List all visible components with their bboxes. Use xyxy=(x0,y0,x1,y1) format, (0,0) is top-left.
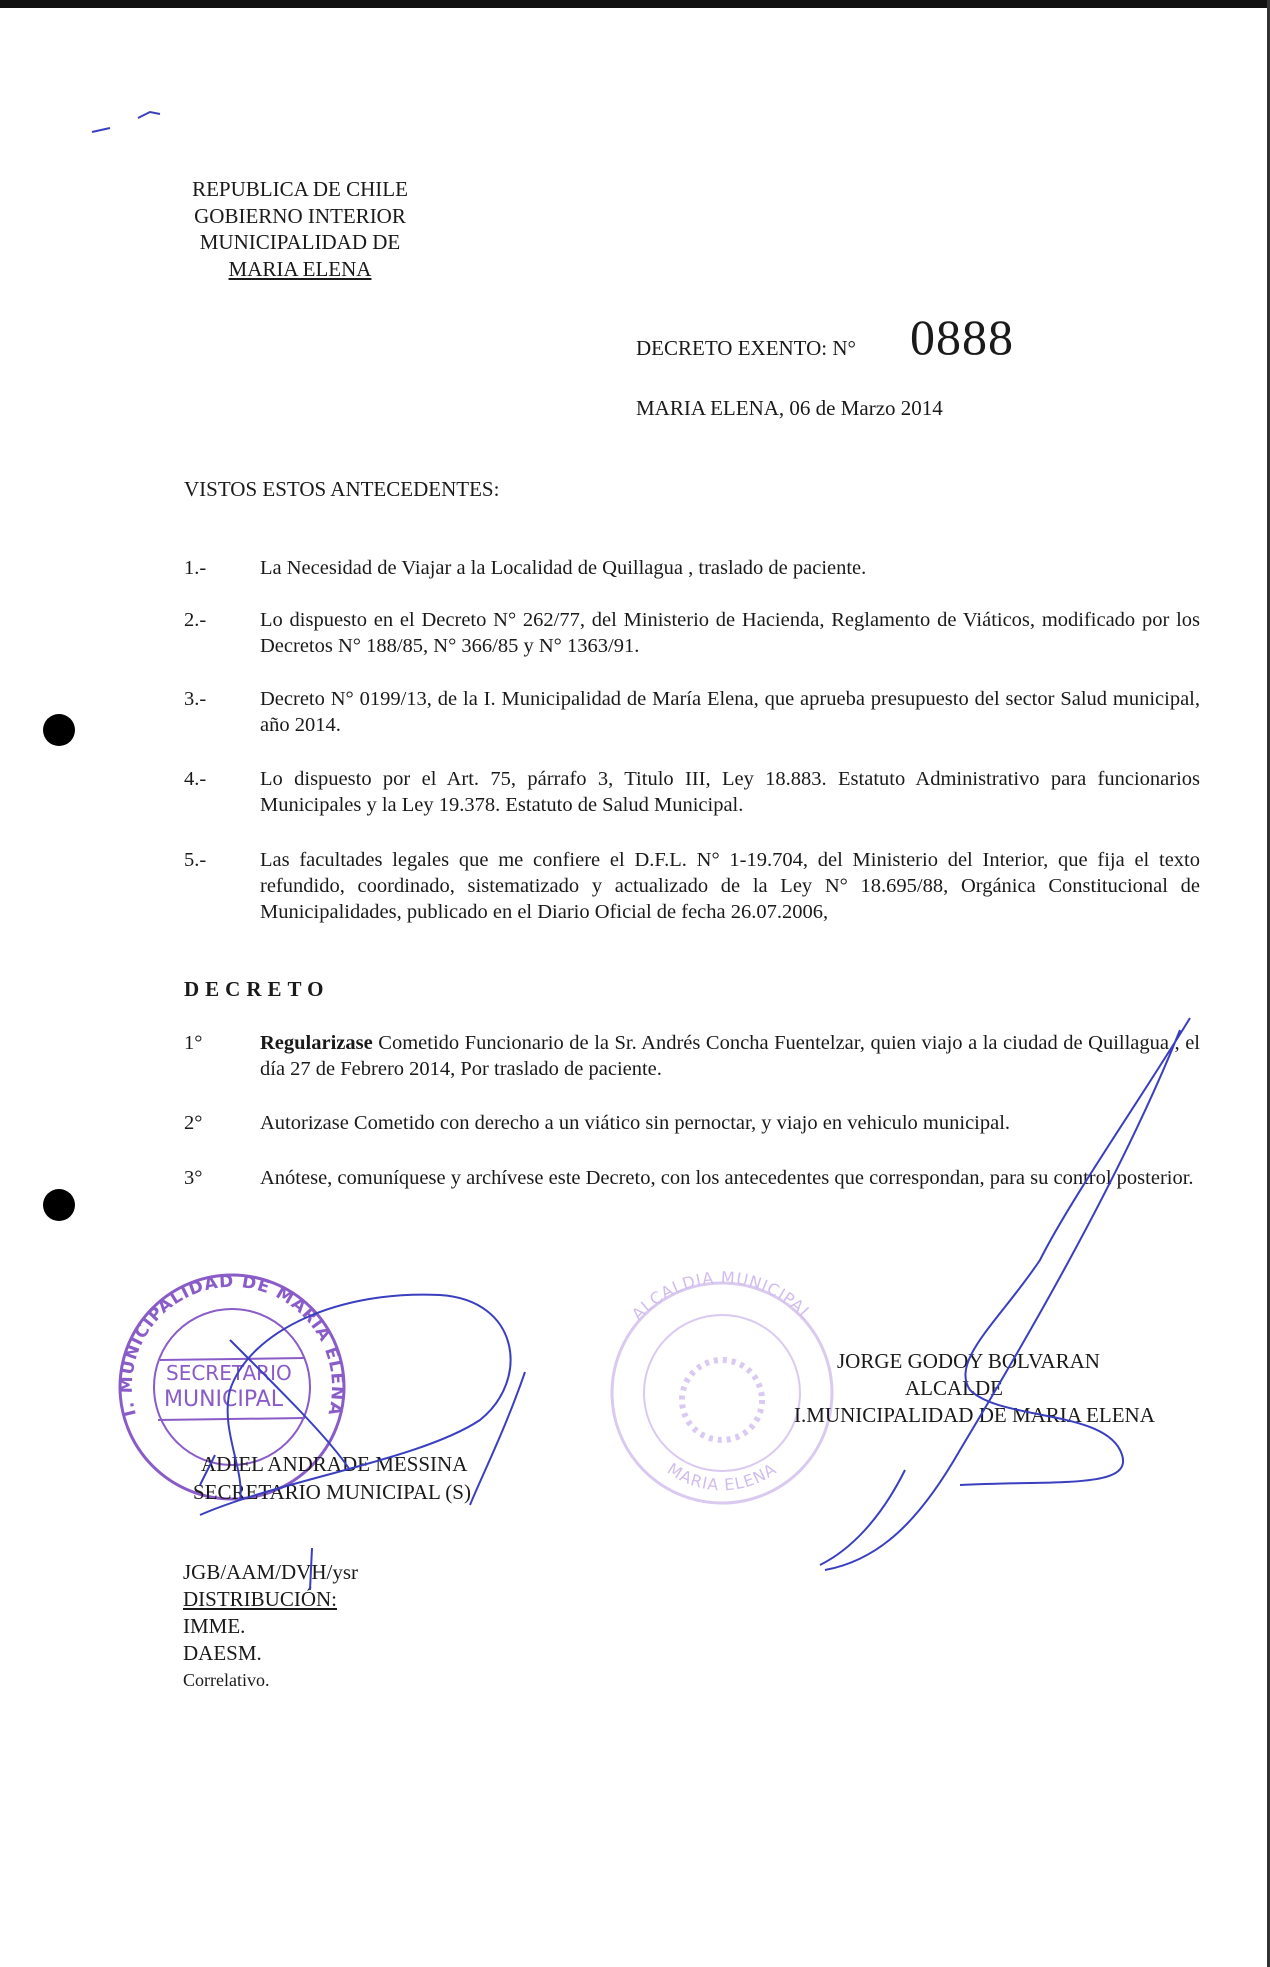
reference-initials: JGB/AAM/DVH/ysr xyxy=(183,1560,359,1584)
mayor-signature xyxy=(820,1018,1190,1570)
mayor-title: ALCALDE xyxy=(905,1376,1003,1400)
item-text: La Necesidad de Viajar a la Localidad de Quillagua , traslado de paciente. xyxy=(260,557,867,579)
punch-hole xyxy=(43,1189,75,1221)
item-number: 1.- xyxy=(184,557,207,579)
item-text: Lo dispuesto por el Art. 75, párrafo 3, Titulo III, Ley 18.883. Estatuto Administrativo para funcionarios Municipales y la Ley 19.378. Estatuto de Salud Municipal. xyxy=(260,768,1200,816)
item-number: 2° xyxy=(184,1112,203,1134)
mayor-stamp xyxy=(612,1268,832,1503)
stamp-center-2: MUNICIPAL xyxy=(164,1387,284,1412)
decreto-item xyxy=(184,1110,1200,1136)
vistos-item xyxy=(184,686,1200,738)
letterhead-line: MUNICIPALIDAD DE xyxy=(199,230,401,254)
secretary-name: ADIEL ANDRADE MESSINA xyxy=(201,1452,468,1476)
item-number: 3° xyxy=(184,1167,203,1189)
decreto-item xyxy=(184,1165,1200,1191)
vistos-item xyxy=(184,847,1200,925)
svg-text:MARIA ELENA xyxy=(664,1459,780,1494)
svg-text:ALCALDIA MUNICIPAL xyxy=(628,1268,816,1324)
distribution-item: DAESM. xyxy=(183,1641,262,1665)
item-number: 4.- xyxy=(184,768,207,790)
item-number: 5.- xyxy=(184,849,207,871)
item-bold: Regularizase xyxy=(260,1032,373,1054)
decreto-title: DECRETO xyxy=(184,977,330,1001)
mayor-name: JORGE GODOY BOLVARAN xyxy=(837,1349,1100,1373)
scan-top-border xyxy=(0,0,1270,8)
letterhead-line: GOBIERNO INTERIOR xyxy=(194,203,406,228)
mayor-organization: I.MUNICIPALIDAD DE MARIA ELENA xyxy=(794,1403,1155,1427)
letterhead xyxy=(160,176,440,282)
item-text: Lo dispuesto en el Decreto N° 262/77, del Ministerio de Hacienda, Reglamento de Viáticos, modificado por los Decretos N° 188/85, N° 366/85 y N° 1363/91. xyxy=(260,609,1200,657)
distribution-title: DISTRIBUCIÓN: xyxy=(183,1587,338,1611)
vistos-item xyxy=(184,555,1200,581)
item-text: Anótese, comuníquese y archívese este Decreto, con los antecedentes que correspondan, para su control posterior. xyxy=(260,1167,1194,1189)
decree-label: DECRETO EXENTO: N° xyxy=(636,336,856,360)
item-number: 3.- xyxy=(184,688,207,710)
vistos-item xyxy=(184,766,1200,818)
stamp-ring-top: ALCALDIA MUNICIPAL xyxy=(627,1267,817,1324)
item-number: 1° xyxy=(184,1032,203,1054)
secretary-title: SECRETARIO MUNICIPAL (S) xyxy=(193,1480,471,1504)
vistos-item xyxy=(184,607,1200,659)
stamp-ring-bottom: MARIA ELENA xyxy=(663,1459,781,1495)
item-text: Decreto N° 0199/13, de la I. Municipalidad de María Elena, que aprueba presupuesto del sector Salud municipal, año 2014. xyxy=(260,688,1200,736)
item-number: 2.- xyxy=(184,609,207,631)
decree-number: 0888 xyxy=(910,309,1014,365)
punch-hole xyxy=(43,714,75,746)
vistos-title: VISTOS ESTOS ANTECEDENTES: xyxy=(184,477,500,501)
coat-of-arms-icon xyxy=(682,1360,762,1440)
stamp-center-1: SECRETARIO xyxy=(166,1361,292,1385)
item-text: Las facultades legales que me confiere el D.F.L. N° 1-19.704, del Ministerio del Interior, que fija el texto refundido, coordinado, sistematizado y actualizado de la Ley N° 18.695/88, Orgánica Constitucional de Municipalidades, publicado en el Diario Oficial de fecha 26.07.2006, xyxy=(260,849,1200,923)
svg-text:I. MUNICIPALIDAD DE MARIA ELEN xyxy=(117,1272,347,1419)
stamp-ring-text: I. MUNICIPALIDAD DE MARIA ELENA xyxy=(116,1271,348,1419)
letterhead-line: REPUBLICA DE CHILE xyxy=(192,177,408,201)
item-text: Autorizase Cometido con derecho a un viático sin pernoctar, y viajo en vehiculo municipal. xyxy=(260,1112,1011,1134)
decreto-item xyxy=(184,1030,1200,1082)
item-text: Cometido Funcionario de la Sr. Andrés Concha Fuentelzar, quien viajo a la ciudad de Quillagua , el día 27 de Febrero 2014, Por traslado de paciente. xyxy=(260,1032,1200,1080)
distribution-item: IMME. xyxy=(183,1614,246,1638)
place-date: MARIA ELENA, 06 de Marzo 2014 xyxy=(636,396,943,420)
corner-mark xyxy=(92,112,160,132)
letterhead-line: MARIA ELENA xyxy=(228,256,372,281)
distribution-item: Correlativo. xyxy=(183,1670,270,1690)
